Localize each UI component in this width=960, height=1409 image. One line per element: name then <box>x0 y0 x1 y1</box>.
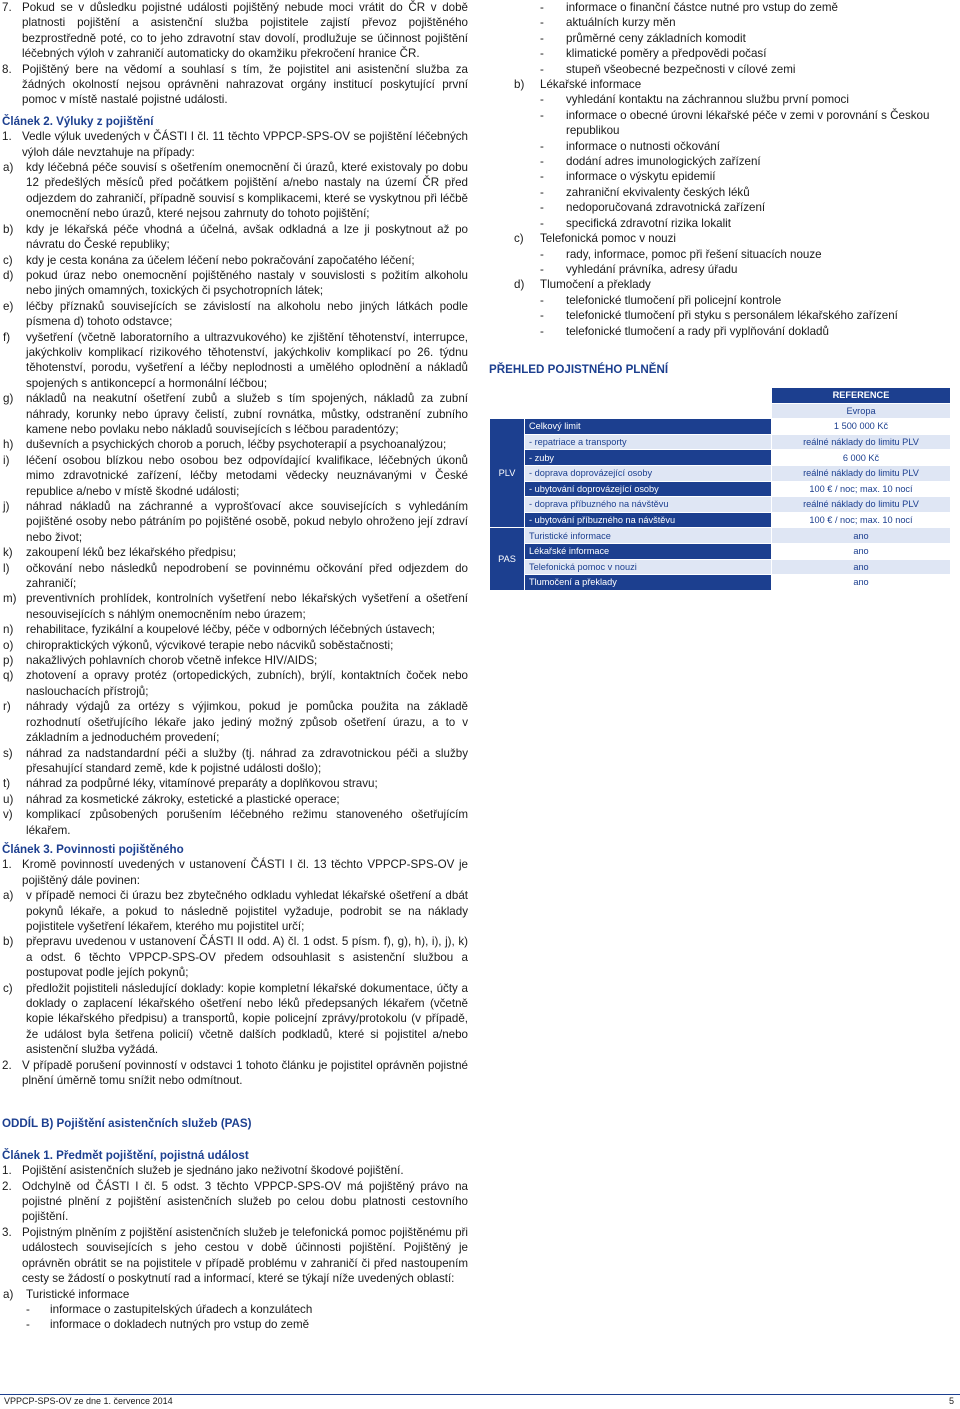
exclusion-item: b) kdy je lékařská péče vhodná a účelná, avšak odkladná a lze ji poskytnout až po návratu do České republiky; <box>3 222 468 252</box>
dash-marker: - <box>540 139 544 153</box>
section-b-paragraph-2: 2. Odchylně od ČÁSTI I čl. 5 odst. 3 těchto VPPCP-SPS-OV má pojištěný právo na pojistné plnění z pojištění asistenčních služeb po celou dobu platnosti cestovního pojištění. <box>2 1179 468 1224</box>
page-number: 5 <box>948 1396 954 1406</box>
heading-article-1: Článek 1. Předmět pojištění, pojistná událost <box>2 1148 249 1162</box>
section-b-paragraph-3: 3. Pojistným plněním z pojištění asistenčních služeb je telefonická pomoc pojištěnému při událostech souvisejících s jeho cestou v době účinnosti pojištění. Pojištěný je oprávněn obrátit se na pojistitele v případě problému v zahraničí či před nastoupením cesty se žádostí o poskytnutí rad a informací, které se týkají níže uvedených oblastí: <box>2 1225 468 1286</box>
exclusion-item: o) chiropraktických výkonů, výcvikové terapie nebo nácviků soběstačnosti; <box>3 638 394 652</box>
exclusion-item: q) zhotovení a opravy protéz (ortopedických, zubních), brýlí, kontaktních čoček nebo naslouchacích přístrojů; <box>3 669 468 698</box>
list-item: - telefonické tlumočení a rady při vyplňování dokladů <box>540 324 829 338</box>
table-row <box>490 512 951 528</box>
table-row <box>490 559 951 575</box>
list-item: - vyhledání kontaktu na záchrannou službu první pomoci <box>540 93 849 107</box>
exclusion-item: h) duševních a psychických chorob a poruch, léčby psychoterapií a psychoanalýzou; <box>3 438 447 452</box>
dash-marker: - <box>26 1318 30 1332</box>
group-label: PAS <box>490 528 525 590</box>
list-item: - dodání adres imunologických zařízení <box>540 155 761 169</box>
list-item: - rady, informace, pomoc při řešení situacích nouze <box>540 247 822 261</box>
duty-item: b) přepravu uvedenou v ustanovení ČÁSTI II odd. A) čl. 1 odst. 5 písm. f), g), h), i), j), k) a odst. 6 těchto VPPCP-SPS-OV předem odsouhlasit s asistenční službou a postupovat podle jejích pokynů; <box>3 935 468 980</box>
page-footer <box>0 1394 960 1409</box>
paragraph-8: 8. Pojištěný bere na vědomí a souhlasí s tím, že pojistitel ani asistenční služba za žádných okolností nejsou oprávněni nahrazovat orgány institucí poskytující první pomoc v místě nastalé pojistné události. <box>2 62 468 107</box>
row-label: - repatriace a transporty <box>525 434 772 450</box>
section-b-paragraph-1: 1. Pojištění asistenčních služeb je sjednáno jako neživotní škodové pojištění. <box>2 1164 404 1178</box>
list-item: - telefonické tlumočení při policejní kontrole <box>540 293 782 307</box>
exclusion-item: a) kdy léčebná péče souvisí s ošetřením onemocnění či úrazů, které existovaly po dobu 12 předešlých měsíců před počátkem pojištění a/nebo nastaly na území ČR před odjezdem do zahraničí, případně souvisí s komplikacemi, které se vyskytnou při léčbě onemocnění nebo úrazů, které nejsou zahrnuty do tohoto pojištění; <box>3 161 468 221</box>
footer-document-id: VPPCP-SPS-OV ze dne 1. července 2014 <box>4 1396 173 1406</box>
table-row <box>490 497 951 513</box>
table-row <box>490 575 951 591</box>
table-row <box>490 543 951 559</box>
table-header-row <box>490 388 951 404</box>
dash-marker: - <box>540 16 544 30</box>
dash-marker: - <box>540 185 544 199</box>
exclusion-item: i) léčení osobou blízkou nebo osobou bez odpovídající kvalifikace, léčebných úkonů mimo zdravotnické zařízení, léčby metodami vědecky neuznávanými v České republice a/nebo v místě škodné události; <box>3 453 468 498</box>
group-label: PLV <box>490 419 525 528</box>
exclusion-item: c) kdy je cesta konána za účelem léčení nebo pokračování započatého léčení; <box>3 253 415 267</box>
dash-marker: - <box>540 293 544 307</box>
exclusion-item: s) náhrad za nadstandardní péči a služby (tj. náhrad za zdravotnickou péči a služby přesahující standard země, kde k pojistné události došlo); <box>3 746 468 775</box>
row-value: ano <box>772 559 951 575</box>
row-value: reálné náklady do limitu PLV <box>772 434 951 450</box>
list-item: - informace o dokladech nutných pro vstup do země <box>26 1318 310 1332</box>
dash-marker: - <box>540 1 544 14</box>
exclusion-item: u) náhrad za kosmetické zákroky, estetické a plastické operace; <box>3 792 340 806</box>
dash-marker: - <box>540 108 544 122</box>
dash-marker: - <box>540 216 544 230</box>
table-row <box>490 450 951 466</box>
reference-header: REFERENCE <box>772 388 951 404</box>
row-label: Turistické informace <box>525 528 772 544</box>
list-item: - zahraniční ekvivalenty českých léků <box>540 185 750 199</box>
exclusions-list <box>2 160 468 838</box>
dash-marker: - <box>26 1302 30 1316</box>
row-value: ano <box>772 575 951 591</box>
exclusion-item: l) očkování nebo následků nepodrobení se povinnému očkování před odjezdem do zahraničí; <box>3 561 468 591</box>
tourist-info-list-continued <box>514 0 960 77</box>
article-3-paragraph-1: 1. Kromě povinností uvedených v ustanovení ČÁSTI I čl. 13 těchto VPPCP-SPS-OV je pojištěný dále povinen: <box>2 858 468 887</box>
exclusion-item: f) vyšetření (včetně laboratorního a ultrazvukového) ke zjištění těhotenství, interrupce, jakýchkoliv komplikací rizikového těhotenství, jakýchkoliv komplikací po 26. týdnu těhotenství, porodu, vyšetření a léčby neplodnosti a umělého oplodnění a nákladů spojených s antikoncepcí a hormonální léčbou; <box>3 330 468 390</box>
list-item: - klimatické poměry a předpovědi počasí <box>540 47 767 61</box>
row-value: ano <box>772 528 951 544</box>
table-region-row <box>490 403 951 419</box>
dash-marker: - <box>540 93 544 107</box>
region-header: Evropa <box>772 403 951 419</box>
heading-article-2: Článek 2. Výluky z pojištění <box>2 114 154 128</box>
row-value: 6 000 Kč <box>772 450 951 466</box>
duty-item: c) předložit pojistiteli následující doklady: kopie kompletní lékařské dokumentace, účty a doklady o zaplacení lékařského ošetření nebo léků předepsaných lékařem (včetně kopie lékařského předpisu) a transportů, kopie policejní zprávy/protokolu (v případě, že událost byla šetřena policií) včetně dalších podkladů, které si pojistitel a/nebo asistenční služba vyžádá. <box>3 981 468 1057</box>
list-item: - nedoporučovaná zdravotnická zařízení <box>540 201 766 215</box>
tourist-info-list <box>2 1302 468 1333</box>
row-label: - ubytování příbuzného na návštěvu <box>525 512 772 528</box>
duties-list <box>2 888 468 1057</box>
exclusion-item: m) preventivních prohlídek, kontrolních vyšetření nebo lékařských vyšetření a ošetření nesouvisejících s náhlým onemocněním nebo úrazem; <box>3 592 468 621</box>
article-2-paragraph-1: 1. Vedle výluk uvedených v ČÁSTI I čl. 11 těchto VPPCP-SPS-OV se pojištění léčebných výloh dále nevztahuje na případy: <box>2 130 468 159</box>
paragraph-7: 7. Pokud se v důsledku pojistné události pojištěný nebude moci vrátit do ČR v době platnosti pojištění a asistenční služba pojistitele zajistí převoz pojištěného bezprostředně poté, co to jeho zdravotní stav dovolí, prodlužuje se účinnost pojištění léčebných výloh v zahraničí automaticky do okamžiku překročení hranice ČR. <box>2 1 468 61</box>
benefits-table <box>489 387 951 591</box>
row-label: Telefonická pomoc v nouzi <box>525 559 772 575</box>
list-item: - průměrné ceny základních komodit <box>540 31 746 45</box>
dash-marker: - <box>540 262 544 276</box>
translation-list <box>514 293 960 339</box>
exclusion-item: e) léčby příznaků souvisejících se závislostí na alkoholu nebo jiných látkách podle písmena d) tohoto odstavce; <box>3 299 468 329</box>
list-item: - aktuálních kurzy měn <box>540 16 676 30</box>
emergency-help-item: c) Telefonická pomoc v nouzi <box>514 232 676 246</box>
left-column <box>2 0 468 1333</box>
list-item: - specifická zdravotní rizika lokalit <box>540 216 731 230</box>
row-label: - ubytování doprovázející osoby <box>525 481 772 497</box>
dash-marker: - <box>540 309 544 323</box>
row-value: 100 € / noc; max. 10 nocí <box>772 512 951 528</box>
heading-section-b: ODDÍL B) Pojištění asistenčních služeb (PAS) <box>2 1117 252 1131</box>
dash-marker: - <box>540 170 544 184</box>
table-row <box>490 481 951 497</box>
list-item: - informace o zastupitelských úřadech a konzulátech <box>26 1302 313 1316</box>
dash-marker: - <box>540 324 544 338</box>
row-value: reálné náklady do limitu PLV <box>772 497 951 513</box>
medical-info-list <box>514 92 960 231</box>
translation-item: d) Tlumočení a překlady <box>514 278 651 292</box>
reference-table <box>489 387 951 591</box>
overview-title: PŘEHLED POJISTNÉHO PLNĚNÍ <box>489 363 669 376</box>
exclusion-item: p) nakažlivých pohlavních chorob včetně infekce HIV/AIDS; <box>3 654 318 668</box>
exclusion-item: g) nákladů na neakutní ošetření zubů a služeb s tím spojených, nákladů za zubní náhrady, korunky nebo úpravy čelistí, zubní rovnátka, můstky, odstranění zubního kamene nebo povlaku nebo nákladů souvisejících s léčbou paradentózy; <box>3 392 468 436</box>
dash-marker: - <box>540 62 544 76</box>
list-item: - vyhledání právníka, adresy úřadu <box>540 262 738 276</box>
row-value: 100 € / noc; max. 10 nocí <box>772 481 951 497</box>
row-label: Celkový limit <box>525 419 772 435</box>
dash-marker: - <box>540 31 544 45</box>
exclusion-item: t) náhrad za podpůrné léky, vitamínové preparáty a doplňkovou stravu; <box>3 777 378 791</box>
list-item: - stupeň všeobecné bezpečnosti v cílové zemi <box>540 62 796 76</box>
emergency-help-list <box>514 247 960 278</box>
row-value: 1 500 000 Kč <box>772 419 951 435</box>
list-item: - informace o obecné úrovni lékařské péče v zemi v porovnání s Českou republikou <box>540 108 930 138</box>
dash-marker: - <box>540 155 544 169</box>
exclusion-item: j) náhrad nákladů na záchranné a vyprošťovací akce souvisejících s vyhledáním pojištěné osoby nebo pátráním po pojištěné osobě, pokud nebylo ohroženo její zdraví nebo život; <box>3 500 468 544</box>
dash-marker: - <box>540 201 544 215</box>
row-label: - doprava příbuzného na návštěvu <box>525 497 772 513</box>
dash-marker: - <box>540 247 544 261</box>
list-item: - informace o finanční částce nutné pro vstup do země <box>540 1 838 14</box>
row-label: Tlumočení a překlady <box>525 575 772 591</box>
row-value: ano <box>772 543 951 559</box>
heading-article-3: Článek 3. Povinnosti pojištěného <box>2 842 184 856</box>
list-item: - informace o výskytu epidemií <box>540 170 716 184</box>
medical-info-item: b) Lékařské informace <box>514 78 642 92</box>
table-row <box>490 434 951 450</box>
duty-item: a) v případě nemoci či úrazu bez zbytečného odkladu vyhledat lékařské ošetření a dbát pokynů lékaře, a pokud to následně pojistitel vyžaduje, podrobit se na náklady pojistitele vyšetření lékařem, kterého mu pojistitel určí; <box>3 889 468 933</box>
right-column <box>514 0 960 339</box>
exclusion-item: n) rehabilitace, fyzikální a koupelové léčby, péče v odborných léčebných ústavech; <box>3 623 436 637</box>
dash-marker: - <box>540 47 544 61</box>
row-label: Lékařské informace <box>525 543 772 559</box>
exclusion-item: v) komplikací způsobených porušením léčebného režimu stanoveného ošetřujícím lékařem. <box>3 808 468 837</box>
list-item: - telefonické tlumočení při styku s personálem lékařského zařízení <box>540 309 898 323</box>
list-item: - informace o nutnosti očkování <box>540 139 721 153</box>
tourist-info-item: a) Turistické informace <box>3 1287 130 1301</box>
table-row <box>490 419 951 435</box>
exclusion-item: d) pokud úraz nebo onemocnění pojištěného nastaly v souvislosti s požitím alkoholu nebo jiných omamných, toxických či psychotropních látek; <box>3 268 468 298</box>
exclusion-item: r) náhrady výdajů za ortézy s výjimkou, pokud je pomůcka použita na základě rozhodnutí ošetřujícího lékaře jako jediný možný způsob ošetření úrazu, a to v základním a jednoduchém provedení; <box>3 700 468 745</box>
table-row <box>490 528 951 544</box>
row-value: reálné náklady do limitu PLV <box>772 465 951 481</box>
row-label: - zuby <box>525 450 772 466</box>
exclusion-item: k) zakoupení léků bez lékařského předpisu; <box>3 546 237 560</box>
table-row <box>490 465 951 481</box>
article-3-paragraph-2: 2. V případě porušení povinností v odstavci 1 tohoto článku je pojistitel oprávněn pojistné plnění úměrně tomu snížit nebo odmítnout. <box>2 1058 468 1088</box>
row-label: - doprava doprovázející osoby <box>525 465 772 481</box>
